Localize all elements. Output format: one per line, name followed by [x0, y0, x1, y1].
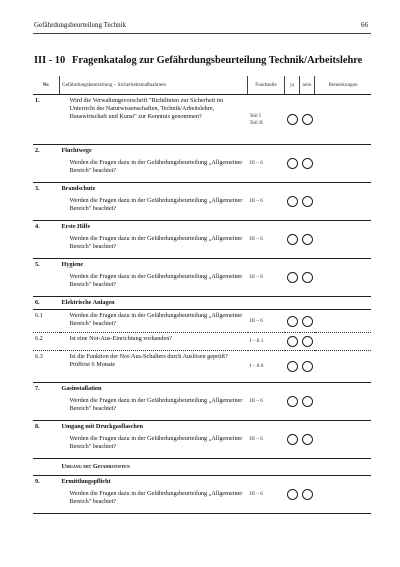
col-header-yes: ja — [285, 76, 300, 95]
yes-checkbox[interactable] — [287, 489, 298, 500]
section-heading: Umgang mit Gefahrstoffen — [61, 463, 130, 471]
row-number: 7. — [33, 383, 60, 421]
table-row — [33, 183, 371, 221]
row-question — [60, 383, 248, 421]
row-question — [60, 183, 248, 221]
col-header-description: Gefährdungsbeurteilung – Sicherheitsmaßnahmen — [60, 76, 248, 95]
header-divider — [33, 33, 371, 34]
row-reference: III – 6 — [248, 259, 285, 297]
row-question — [60, 310, 248, 333]
row-body: Werden die Fragen dazu in der Gefährdungsbeurteilung „Allgemeiner Bereich" beachtet? — [69, 196, 243, 212]
yes-checkbox[interactable] — [287, 272, 298, 283]
table-row — [33, 259, 371, 297]
remarks-cell[interactable] — [315, 351, 372, 383]
remarks-cell[interactable] — [315, 383, 372, 421]
col-header-no: nein — [300, 76, 315, 95]
remarks-cell[interactable] — [315, 476, 372, 514]
row-reference: III – 6 — [248, 221, 285, 259]
row-question — [60, 333, 248, 351]
row-body: Ist die Funktion der Not-Aus-Schalters durch Auslösen geprüft? Prüffrist 6 Monate — [69, 353, 228, 368]
row-title: Umgang mit Druckgasflaschen — [61, 423, 143, 430]
row-reference: III – 6 — [248, 310, 285, 333]
row-title: Erste Hilfe — [61, 223, 91, 230]
page-number: 66 — [361, 21, 368, 29]
remarks-cell[interactable] — [315, 259, 372, 297]
row-question — [60, 145, 248, 183]
row-body: Werden die Fragen dazu in der Gefährdungsbeurteilung „Allgemeiner Bereich" beachtet? — [69, 272, 243, 288]
table-row-section — [33, 297, 371, 310]
row-body: Werden die Fragen dazu in der Gefährdungsbeurteilung „Allgemeiner Bereich" beachtet? — [69, 434, 243, 450]
row-question — [60, 476, 248, 514]
yes-checkbox[interactable] — [287, 158, 298, 169]
row-body: Werden die Fragen dazu in der Gefährdungsbeurteilung „Allgemeiner Bereich" beachtet? — [69, 158, 243, 174]
yes-checkbox[interactable] — [287, 316, 298, 327]
no-checkbox[interactable] — [302, 114, 313, 125]
row-body: Werden die Fragen dazu in der Gefährdungsbeurteilung „Allgemeiner Bereich" beachtet? — [69, 312, 243, 327]
no-checkbox[interactable] — [302, 196, 313, 207]
table-row — [33, 95, 371, 145]
row-number: 5. — [33, 259, 60, 297]
row-question — [60, 95, 248, 145]
row-title: Elektrische Anlagen — [61, 299, 115, 306]
yes-checkbox[interactable] — [287, 114, 298, 125]
table-row — [33, 351, 371, 383]
row-reference: III – 6 — [248, 421, 285, 459]
row-title: Fluchtwege — [61, 147, 92, 154]
remarks-cell[interactable] — [315, 95, 372, 145]
row-number: 6. — [33, 297, 60, 310]
row-body: Werden die Fragen dazu in der Gefährdungsbeurteilung „Allgemeiner Bereich" beachtet? — [69, 234, 243, 250]
row-reference: I – 8.1 — [248, 333, 285, 351]
row-reference: I – 8.6 — [248, 351, 285, 383]
row-reference: III – 6 — [248, 145, 285, 183]
table-row — [33, 310, 371, 333]
remarks-cell[interactable] — [315, 310, 372, 333]
no-checkbox[interactable] — [302, 234, 313, 245]
row-question — [60, 297, 372, 310]
yes-checkbox[interactable] — [287, 396, 298, 407]
no-checkbox[interactable] — [302, 316, 313, 327]
yes-checkbox[interactable] — [287, 434, 298, 445]
page-title — [34, 55, 362, 66]
table-row — [33, 421, 371, 459]
running-header: Gefährdungsbeurteilung Technik — [34, 21, 127, 29]
remarks-cell[interactable] — [315, 183, 372, 221]
row-reference: III – 6 — [248, 383, 285, 421]
table-row — [33, 145, 371, 183]
remarks-cell[interactable] — [315, 333, 372, 351]
row-title: Hygiene — [61, 261, 84, 268]
table-row — [33, 221, 371, 259]
row-number: 6.1 — [33, 310, 60, 333]
row-number: 8. — [33, 421, 60, 459]
row-title: Ermittlungspflicht — [61, 478, 111, 485]
row-title: Gasinstallation — [61, 385, 102, 392]
yes-checkbox[interactable] — [287, 234, 298, 245]
row-number — [33, 459, 60, 476]
row-question — [60, 221, 248, 259]
section-number: III - 10 — [34, 55, 66, 66]
row-number: 2. — [33, 145, 60, 183]
col-header-nr: Nr. — [33, 76, 60, 95]
no-checkbox[interactable] — [302, 158, 313, 169]
row-body: Werden die Fragen dazu in der Gefährdungsbeurteilung „Allgemeiner Bereich" beachtet? — [69, 396, 243, 412]
row-number: 3. — [33, 183, 60, 221]
row-question — [60, 421, 248, 459]
remarks-cell[interactable] — [315, 145, 372, 183]
yes-checkbox[interactable] — [287, 336, 298, 347]
row-reference: III – 6 — [248, 476, 285, 514]
checklist-table — [33, 76, 371, 514]
no-checkbox[interactable] — [302, 272, 313, 283]
row-body: Wird die Verwaltungsvorschrift "Richtlinien zur Sicherheit im Unterricht der Naturwissenschaften, Technik/Arbeitslehre, Hauswirtschaft und Kunst" zur Kenntnis genommen? — [69, 97, 224, 120]
table-header-row — [33, 76, 371, 95]
row-body: Ist eine Not-Aus-Einrichtung vorhanden? — [69, 335, 173, 342]
no-checkbox[interactable] — [302, 396, 313, 407]
table-row-section — [33, 459, 371, 476]
row-question — [60, 351, 248, 383]
row-number: 6.3 — [33, 351, 60, 383]
col-header-reference: Fundstelle — [248, 76, 285, 95]
no-checkbox[interactable] — [302, 336, 313, 347]
row-question — [60, 259, 248, 297]
row-question — [60, 459, 372, 476]
row-number: 1. — [33, 95, 60, 145]
col-header-remarks: Bemerkungen — [315, 76, 372, 95]
table-row — [33, 333, 371, 351]
yes-checkbox[interactable] — [287, 196, 298, 207]
no-checkbox[interactable] — [302, 434, 313, 445]
row-body: Werden die Fragen dazu in der Gefährdungsbeurteilung „Allgemeiner Bereich" beachtet? — [69, 489, 243, 505]
row-number: 4. — [33, 221, 60, 259]
row-reference: Teil I Teil II — [248, 95, 285, 145]
row-title: Brandschutz — [61, 185, 96, 192]
no-checkbox[interactable] — [302, 489, 313, 500]
no-checkbox[interactable] — [302, 361, 313, 372]
section-title: Fragenkatalog zur Gefährdungsbeurteilung Technik/Arbeitslehre — [72, 55, 363, 66]
table-row — [33, 383, 371, 421]
row-number: 9. — [33, 476, 60, 514]
table-row — [33, 476, 371, 514]
remarks-cell[interactable] — [315, 421, 372, 459]
row-number: 6.2 — [33, 333, 60, 351]
remarks-cell[interactable] — [315, 221, 372, 259]
row-reference: III – 6 — [248, 183, 285, 221]
yes-checkbox[interactable] — [287, 361, 298, 372]
